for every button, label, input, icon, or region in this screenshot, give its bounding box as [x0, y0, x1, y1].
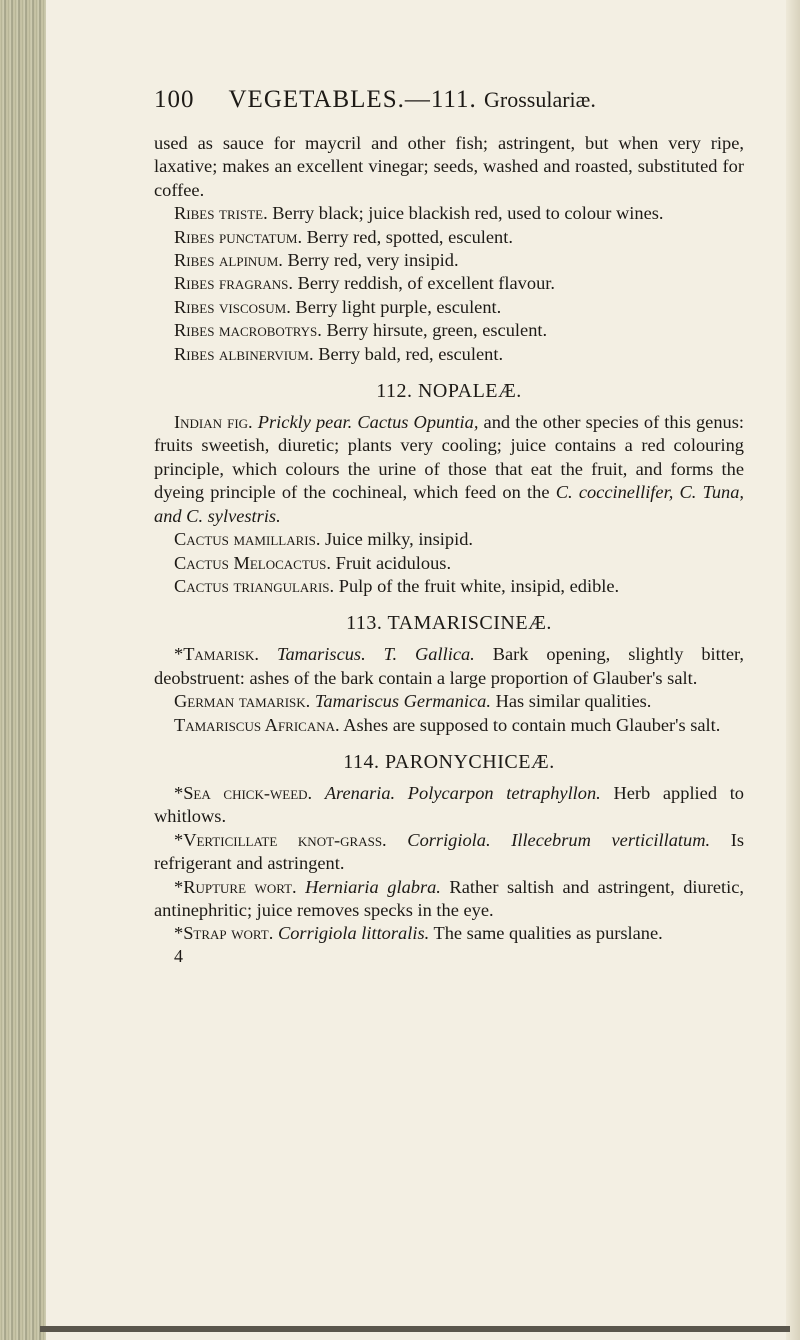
bottom-edge-shadow: [40, 1326, 790, 1332]
entry-text: Ashes are supposed to contain much Glauber's salt.: [339, 714, 721, 735]
entry-ribes-fragrans: [154, 272, 744, 295]
entry-name: Indian fig.: [174, 412, 253, 433]
entry-text: Berry red, very insipid.: [282, 250, 459, 271]
entry-name: *Verticillate knot-grass.: [174, 829, 387, 850]
page-right-edge: [786, 0, 800, 1340]
entry-text: Has similar qualities.: [490, 691, 652, 712]
entry-latin: Herniaria glabra.: [305, 876, 441, 897]
entry-text: Pulp of the fruit white, insipid, edible.: [334, 575, 620, 596]
entry-text: and the other species of this genus: fruits sweetish, diuretic; plants very cooling; juice contains a red colouring principle, which colours the urine of those that eat the fruit, and forms the dyeing principle of the cochineal, which feed on the: [154, 412, 744, 503]
entry-text: Berry hirsute, green, esculent.: [321, 320, 548, 341]
entry-name: Ribes macrobotrys.: [174, 320, 322, 341]
entry-name: Cactus mamillaris.: [174, 529, 321, 550]
section-heading-113: 113. TAMARISCINEÆ.: [346, 612, 552, 635]
entry-ribes-punctatum: [154, 226, 744, 249]
entry-name: *Sea chick-weed.: [174, 782, 313, 803]
paragraph-text: used as sauce for maycril and other fish; astringent, but when very ripe, laxative; makes an excellent vinegar; seeds, washed and roasted, substituted for coffee.: [154, 133, 744, 200]
entry-name: *Strap wort.: [174, 923, 274, 944]
entry-text: Herb applied to whitlows.: [154, 782, 744, 827]
entry-name: Ribes fragrans.: [174, 273, 293, 294]
entry-name: Ribes triste.: [174, 203, 268, 224]
entry-name: Cactus triangularis.: [174, 575, 335, 596]
entry-text: Fruit acidulous.: [331, 552, 452, 573]
entry-latin: C. coccinellifer, C. Tuna, and C. sylvestris.: [154, 482, 744, 526]
signature-mark: 4: [174, 945, 183, 966]
entry-latin: Corrigiola littoralis.: [277, 923, 430, 944]
entry-german-tamarisk: [154, 690, 744, 713]
entry-name: Tamariscus Africana.: [174, 714, 340, 735]
entry-latin: Arenaria. Polycarpon tetraphyllon.: [324, 782, 601, 803]
entry-ribes-albinervium: [154, 343, 744, 366]
paragraph: [154, 132, 744, 202]
entry-text: Rather saltish and astringent, diuretic, antinephritic; juice removes specks in the eye.: [154, 876, 744, 920]
entry-tamarisk: [154, 643, 744, 690]
entry-latin: Prickly pear. Cactus Opuntia,: [257, 412, 479, 433]
running-family: Grossulariæ.: [484, 87, 596, 112]
entry-text: Is refrigerant and astringent.: [154, 829, 744, 874]
page-number: 100: [154, 86, 195, 113]
book-page: [154, 86, 744, 967]
entry-text: Berry bald, red, esculent.: [313, 343, 504, 364]
entry-latin: Tamariscus. T. Gallica.: [276, 644, 475, 665]
entry-text: Bark opening, slightly bitter, deobstruent: ashes of the bark contain a large proportion of Glauber's salt.: [154, 644, 745, 688]
entry-text: Berry light purple, esculent.: [290, 296, 502, 317]
binding-gutter: [0, 0, 46, 1340]
entry-ribes-triste: [154, 202, 744, 225]
entry-latin: Tamariscus Germanica.: [314, 691, 491, 712]
entry-cactus-triangularis: [154, 575, 744, 598]
running-head: [154, 86, 744, 114]
running-title: VEGETABLES.—111.: [228, 86, 477, 113]
entry-strap-wort: [154, 922, 744, 945]
entry-name: *Tamarisk.: [174, 644, 259, 665]
entry-latin: Corrigiola. Illecebrum verticillatum.: [407, 829, 711, 850]
entry-name: Cactus Melocactus.: [174, 552, 331, 573]
section-heading-114: 114. PARONYCHICEÆ.: [343, 750, 555, 773]
entry-text: Berry black; juice blackish red, used to colour wines.: [267, 203, 664, 224]
entry-name: Ribes viscosum.: [174, 296, 291, 317]
entry-text: Berry reddish, of excellent flavour.: [293, 273, 555, 294]
entry-text: Berry red, spotted, esculent.: [302, 226, 513, 247]
entry-name: German tamarisk.: [174, 691, 311, 712]
entry-cactus-melocactus: [154, 552, 744, 575]
entry-ribes-viscosum: [154, 296, 744, 319]
entry-verticillate-knot-grass: [154, 829, 744, 876]
entry-cactus-mamillaris: [154, 528, 744, 551]
entry-text: The same qualities as purslane.: [429, 923, 663, 944]
section-heading-112: 112. NOPALEÆ.: [376, 380, 522, 403]
entry-tamariscus-africana: [154, 714, 744, 737]
entry-ribes-alpinum: [154, 249, 744, 272]
entry-name: *Rupture wort.: [174, 876, 297, 897]
entry-sea-chick-weed: [154, 782, 744, 829]
entry-rupture-wort: [154, 876, 744, 923]
entry-ribes-macrobotrys: [154, 319, 744, 342]
entry-name: Ribes punctatum.: [174, 226, 303, 247]
entry-text: Juice milky, insipid.: [320, 529, 473, 550]
entry-name: Ribes albinervium.: [174, 343, 314, 364]
entry-indian-fig: [154, 411, 744, 528]
entry-name: Ribes alpinum.: [174, 250, 283, 271]
